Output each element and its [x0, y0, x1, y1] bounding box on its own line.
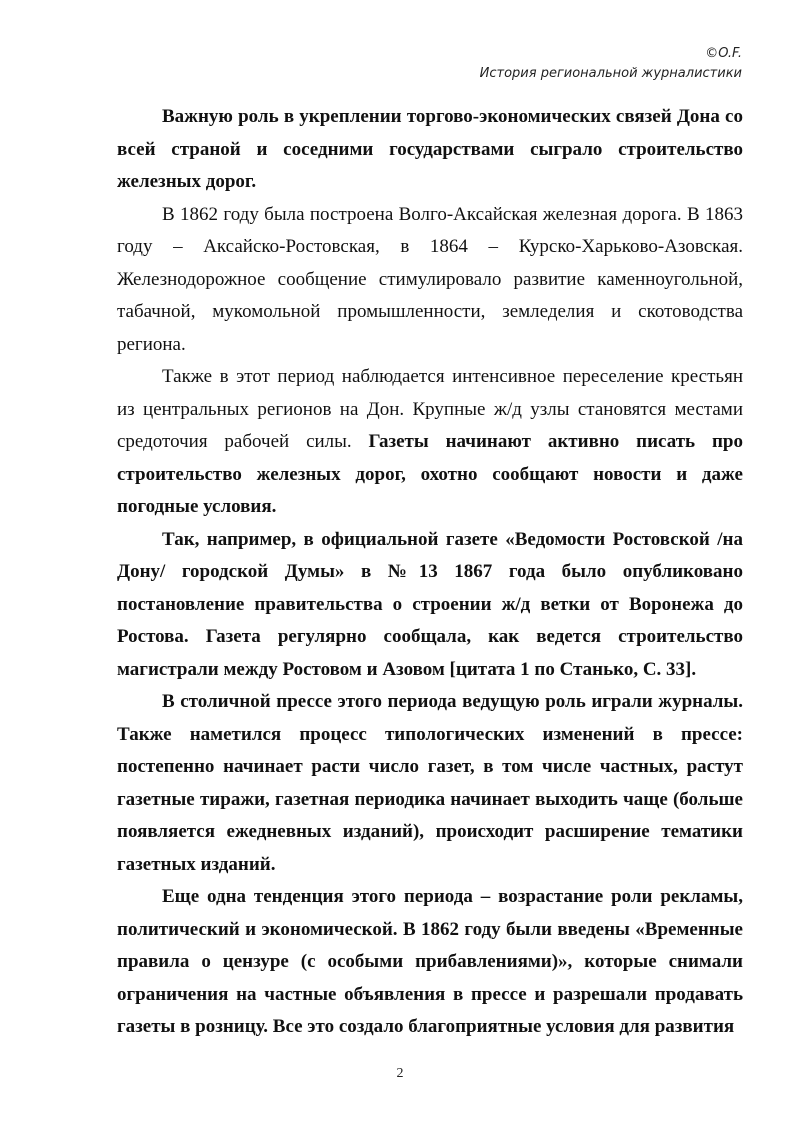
paragraph-3-text: Также в этот период наблюдается интенсивное переселение крестьян из центральных регионов на Дон. Крупные ж/д узлы становятся местами средоточия рабочей силы. [117, 366, 743, 452]
paragraph-2 [117, 199, 743, 362]
paragraph-1-bold: Важную роль в укреплении торгово-экономических связей Дона со всей страной и соседними государствами сыграло строительство железных дорог. [117, 106, 743, 192]
paragraph-4-bold: Так, например, в официальной газете «Ведомости Ростовской /на Дону/ городской Думы» в №13 1867 года было опубликовано постановление правительства о строении ж/д ветки от Воронежа до Ростова. Газета регулярно сообщала, как ведется строительство магистрали между Ростовом и Азовом [цитата 1 по Станько, С. 33]. [117, 528, 743, 680]
header-title: История региональной журналистики [479, 66, 742, 81]
paragraph-1 [117, 101, 743, 199]
page-number: 2 [396, 1066, 404, 1081]
page-header [480, 44, 742, 84]
paragraph-3-bold: Газеты начинают активно писать про строительство железных дорог, охотно сообщают новости и даже погодные условия. [117, 431, 743, 517]
paragraph-5 [117, 686, 743, 881]
paragraph-3 [117, 361, 743, 524]
paragraph-6 [117, 881, 743, 1044]
document-body [117, 101, 743, 1044]
header-copyright: ©O.F. [705, 46, 742, 61]
paragraph-4 [117, 524, 743, 687]
paragraph-6-bold: Еще одна тенденция этого периода – возрастание роли рекламы, политический и экономической. В 1862 году были введены «Временные правила о цензуре (с особыми прибавлениями)», которые снимали ограничения на частные объявления в прессе и разрешали продавать газеты в розницу. Все это создало благоприятные условия для развития [117, 886, 743, 1037]
paragraph-5-bold: В столичной прессе этого периода ведущую роль играли журналы. Также наметился процесс типологических изменений в прессе: постепенно начинает расти число газет, в том числе частных, растут газетные тиражи, газетная периодика начинает выходить чаще (больше появляется ежедневных изданий), происходит расширение тематики газетных изданий. [117, 691, 743, 875]
paragraph-2-text: В 1862 году была построена Волго-Аксайская железная дорога. В 1863 году – Аксайско-Ростовская, в 1864 – Курско-Харьково-Азовская. Железнодорожное сообщение стимулировало развитие каменноугольной, табачной, мукомольной промышленности, земледелия и скотоводства региона. [117, 203, 743, 355]
